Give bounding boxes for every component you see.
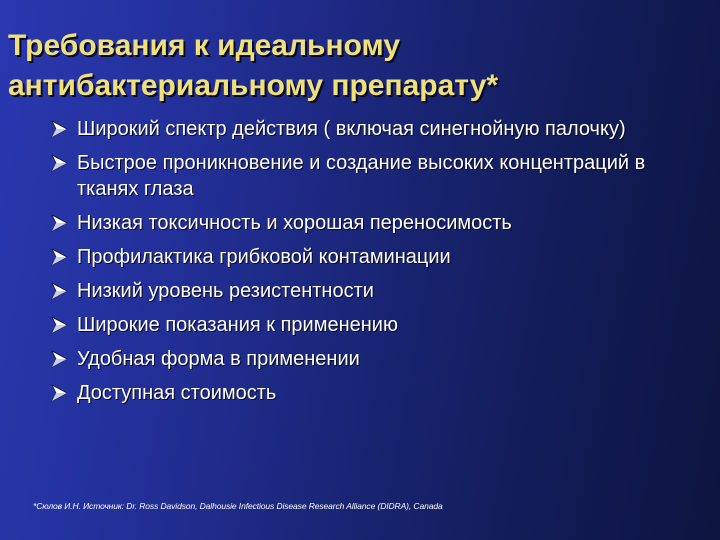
list-item — [50, 278, 690, 304]
list-item — [50, 210, 690, 236]
list-item — [50, 380, 690, 406]
list-item-text: Низкий уровень резистентности — [77, 280, 374, 302]
arrowhead-bullet-icon — [50, 316, 68, 334]
list-item-text: Широкие показания к применению — [77, 314, 398, 336]
requirements-list — [50, 116, 690, 414]
arrowhead-bullet-icon — [50, 282, 68, 300]
list-item-text: Доступная стоимость — [77, 382, 277, 404]
slide-title: Требования к идеальному антибактериальному препарату* — [8, 29, 499, 102]
arrowhead-bullet-icon — [50, 214, 68, 232]
arrowhead-bullet-icon — [50, 350, 68, 368]
arrowhead-bullet-icon — [50, 248, 68, 266]
arrowhead-bullet-icon — [50, 384, 68, 402]
list-item-text: Низкая токсичность и хорошая переносимость — [77, 212, 512, 234]
list-item-text: Удобная форма в применении — [77, 348, 360, 370]
list-item — [50, 150, 690, 202]
source-footnote: *Сюлов И.Н. Источник: Dr. Ross Davidson, Dalhousie Infectious Disease Research Alliance (DIDRA), Canada — [33, 501, 443, 511]
list-item — [50, 244, 690, 270]
arrowhead-bullet-icon — [50, 120, 68, 138]
list-item — [50, 312, 690, 338]
list-item-text: Широкий спектр действия ( включая синегнойную палочку) — [77, 118, 626, 140]
list-item-text: Быстрое проникновение и создание высоких концентраций в тканях глаза — [77, 152, 646, 200]
list-item — [50, 346, 690, 372]
list-item — [50, 116, 690, 142]
list-item-text: Профилактика грибковой контаминации — [77, 246, 451, 268]
arrowhead-bullet-icon — [50, 154, 68, 172]
